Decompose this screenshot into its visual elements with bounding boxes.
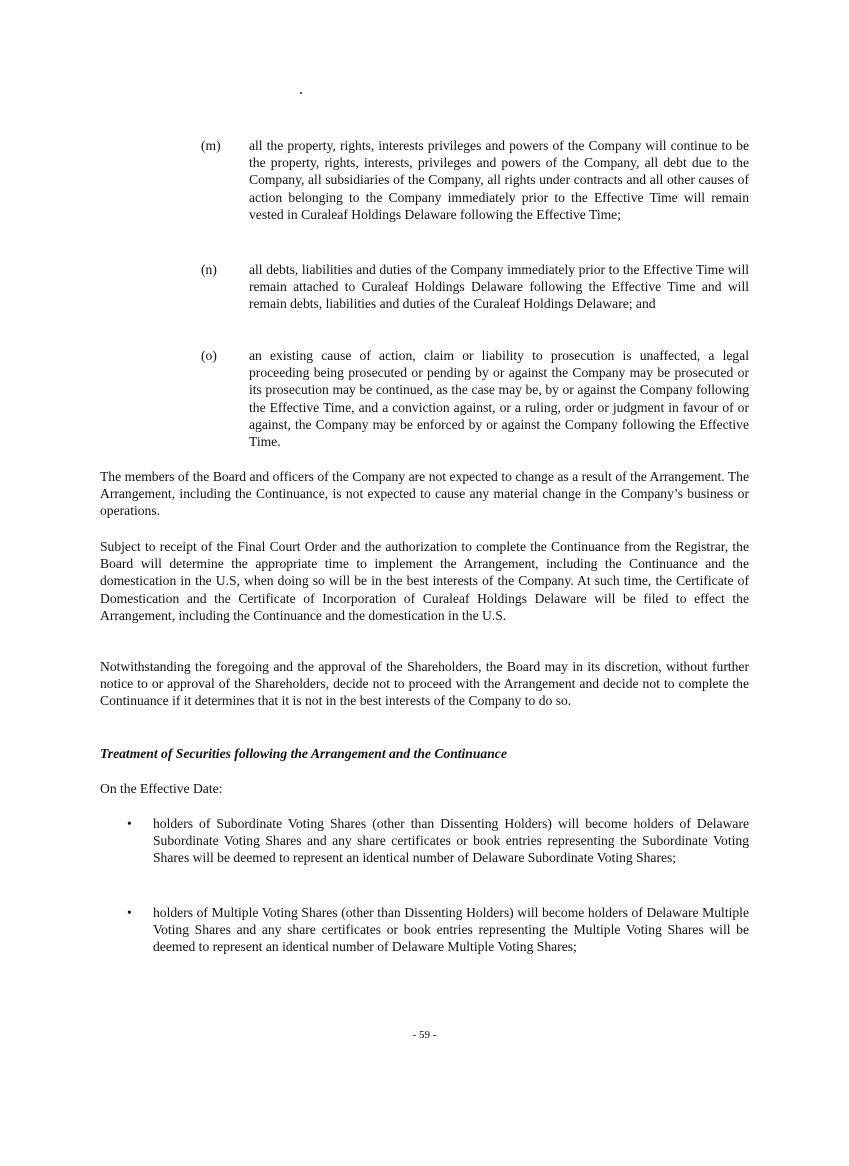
- bullet-text: holders of Multiple Voting Shares (other than Dissenting Holders) will become holders of Delaware Multiple Voting Shares and any share certificates or book entries representing the Multiple Voting Shares will be deemed to represent an identical number of Delaware Multiple Voting Shares;: [153, 905, 749, 955]
- list-item-label: (o): [201, 348, 217, 363]
- list-item-n: [201, 261, 749, 313]
- paragraph-board-officers: The members of the Board and officers of the Company are not expected to change as a result of the Arrangement. The Arrangement, including the Continuance, is not expected to cause any material change in the Company’s business or operations.: [100, 469, 749, 519]
- bullet-item: [127, 904, 749, 956]
- list-item-text: all debts, liabilities and duties of the Company immediately prior to the Effective Time will remain attached to Curaleaf Holdings Delaware following the Effective Time and will remain debts, liabilities and duties of the Curaleaf Holdings Delaware; and: [249, 262, 749, 312]
- list-item-label: (m): [201, 138, 221, 153]
- list-item-text: an existing cause of action, claim or liability to prosecution is unaffected, a legal proceeding being prosecuted or pending by or against the Company may be prosecuted or its prosecution may be continued, as the case may be, by or against the Company following the Effective Time, and a conviction against, or a ruling, order or judgment in favour of or against, the Company may be enforced by or against the Company following the Effective Time.: [249, 348, 749, 450]
- stray-mark: [300, 92, 302, 94]
- bullet-item: [127, 815, 749, 867]
- page-number: - 59 -: [412, 1029, 437, 1041]
- intro-text: On the Effective Date:: [100, 781, 223, 796]
- list-item-m: [201, 137, 749, 223]
- bullet-text: holders of Subordinate Voting Shares (other than Dissenting Holders) will become holders of Delaware Subordinate Voting Shares and any share certificates or book entries representing the Subordinate Voting Shares will be deemed to represent an identical number of Delaware Subordinate Voting Shares;: [153, 816, 749, 866]
- list-item-label: (n): [201, 262, 217, 277]
- paragraph-final-court-order: Subject to receipt of the Final Court Order and the authorization to complete the Continuance from the Registrar, the Board will determine the appropriate time to implement the Arrangement, including the Continuance and the domestication in the U.S, when doing so will be in the best interests of the Company. At such time, the Certificate of Domestication and the Certificate of Incorporation of Curaleaf Holdings Delaware will be filed to effect the Arrangement, including the Continuance and the domestication in the U.S.: [100, 539, 749, 623]
- bullet-icon: •: [127, 905, 132, 920]
- list-item-text: all the property, rights, interests privileges and powers of the Company will continue to be the property, rights, interests, privileges and powers of the Company, all debt due to the Company, all subsidiaries of the Company, all rights under contracts and all other causes of action belonging to the Company immediately prior to the Effective Time will remain vested in Curaleaf Holdings Delaware following the Effective Time;: [249, 138, 749, 222]
- bullet-icon: •: [127, 816, 132, 831]
- paragraph-notwithstanding: Notwithstanding the foregoing and the approval of the Shareholders, the Board may in its discretion, without further notice to or approval of the Shareholders, decide not to proceed with the Arrangement and decide not to complete the Continuance if it determines that it is not in the best interests of the Company to do so.: [100, 659, 749, 709]
- section-heading: Treatment of Securities following the Arrangement and the Continuance: [100, 746, 507, 761]
- list-item-o: [201, 347, 749, 450]
